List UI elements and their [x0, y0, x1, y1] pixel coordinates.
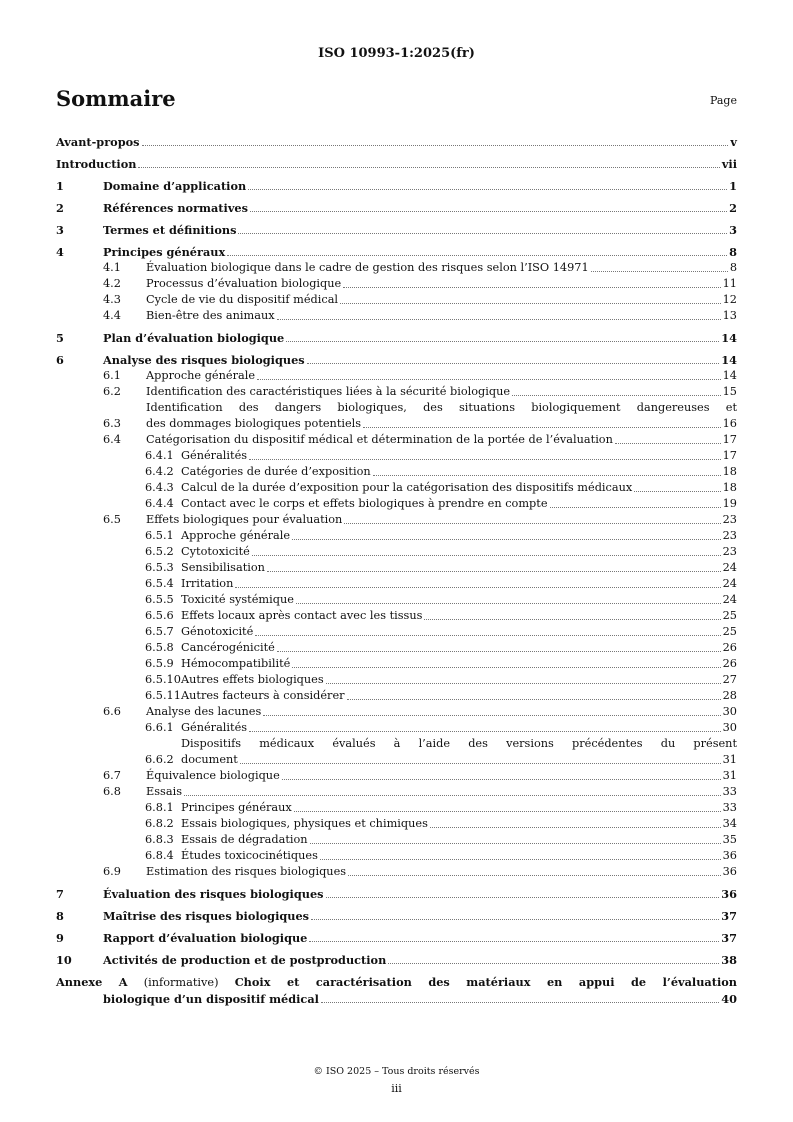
- toc-title-row: [56, 86, 737, 116]
- toc-entry-text: Contact avec le corps et effets biologiques à prendre en compte: [181, 497, 548, 510]
- toc-entry-text: Irritation: [181, 577, 234, 590]
- toc-entry-front[interactable]: [56, 156, 737, 172]
- dot-leader: [615, 443, 721, 444]
- dot-leader: [240, 763, 721, 764]
- toc-entry-text: Analyse des risques biologiques: [103, 353, 305, 367]
- dot-leader: [363, 427, 721, 428]
- toc-entry-text: Principes généraux: [103, 245, 226, 259]
- toc-entry-page: 25: [722, 609, 737, 622]
- dot-leader: [282, 779, 721, 780]
- toc-entry-text: Cancérogénicité: [181, 641, 275, 654]
- toc-entry-6-8-1[interactable]: [56, 800, 737, 816]
- toc-entry-number: 6.8.4: [145, 849, 174, 862]
- dot-leader: [184, 795, 721, 796]
- toc-entry-6-4-2[interactable]: [56, 464, 737, 480]
- toc-entry-number: 6.8.2: [145, 817, 174, 830]
- dot-leader: [267, 571, 721, 572]
- toc-entry-text: Principes généraux: [181, 801, 292, 814]
- toc-entry-number: 6.5.8: [145, 641, 174, 654]
- annex-label: Annexe A: [56, 975, 128, 989]
- toc-entry-number: 4.3: [103, 293, 121, 306]
- dot-leader: [296, 603, 721, 604]
- toc-entry-number: 6.2: [103, 385, 121, 398]
- toc-entry-text-line2: document: [181, 753, 238, 766]
- toc-entry-number: 6.5.4: [145, 577, 174, 590]
- toc-entry-page: 37: [721, 909, 737, 923]
- toc-entry-text: Domaine d’application: [103, 179, 247, 193]
- toc-entry-number: 6: [56, 353, 64, 367]
- toc-entry-4[interactable]: [56, 244, 737, 260]
- toc-entry-text: Cycle de vie du dispositif médical: [146, 293, 339, 306]
- dot-leader: [138, 167, 719, 168]
- dot-leader: [250, 211, 727, 212]
- toc-entry-page: 14: [721, 331, 737, 345]
- toc-entry-page: 17: [722, 433, 737, 446]
- dot-leader: [550, 507, 721, 508]
- toc-entry-number: 6.8: [103, 785, 121, 798]
- toc-entry-text: Sensibilisation: [181, 561, 265, 574]
- dot-leader: [292, 539, 721, 540]
- toc-entry-page: v: [730, 135, 737, 149]
- toc-entry-8[interactable]: [56, 908, 737, 924]
- toc-entry-page: 26: [722, 641, 737, 654]
- toc-entry-10[interactable]: [56, 952, 737, 968]
- toc-entry-number: 6.9: [103, 865, 121, 878]
- toc-entry-number: 7: [56, 887, 64, 901]
- dot-leader: [227, 255, 727, 256]
- toc-entry-number: 6.5.11: [145, 689, 181, 702]
- dot-leader: [248, 189, 727, 190]
- toc-entry-6-3[interactable]: [56, 400, 737, 432]
- dot-leader: [277, 651, 721, 652]
- dot-leader: [309, 941, 719, 942]
- toc-entry-text: Catégorisation du dispositif médical et détermination de la portée de l’évaluation: [146, 433, 613, 446]
- toc-entry-page: 2: [729, 201, 737, 215]
- toc-entry-number: 6.3: [103, 417, 121, 430]
- toc-entry-page: 23: [722, 545, 737, 558]
- toc-entry-page: 11: [722, 277, 737, 290]
- toc-entry-number: 6.6: [103, 705, 121, 718]
- toc-entry-text: Processus d’évaluation biologique: [146, 277, 342, 290]
- toc-entry-number: 6.7: [103, 769, 121, 782]
- toc-entry-number: 6.4: [103, 433, 121, 446]
- dot-leader: [320, 859, 721, 860]
- toc-entry-6-9[interactable]: [56, 864, 737, 880]
- toc-entry-page: 31: [722, 753, 737, 766]
- toc-entry-6-4[interactable]: [56, 432, 737, 448]
- page-title: Sommaire: [56, 86, 176, 111]
- dot-leader: [249, 731, 721, 732]
- toc-entry-number: 4.1: [103, 261, 121, 274]
- toc-entry-page: 34: [722, 817, 737, 830]
- dot-leader: [286, 341, 719, 342]
- toc-entry-page: 37: [721, 931, 737, 945]
- toc-entry-6-5-4[interactable]: [56, 576, 737, 592]
- toc-entry-6-6[interactable]: [56, 704, 737, 720]
- toc-entry-number: 10: [56, 953, 72, 967]
- toc-entry-4-2[interactable]: [56, 276, 737, 292]
- toc-entry-number: 5: [56, 331, 64, 345]
- toc-entry-page: 35: [722, 833, 737, 846]
- toc-entry-number: 6.5.5: [145, 593, 174, 606]
- toc-entry-6-5-1[interactable]: [56, 528, 737, 544]
- dot-leader: [347, 699, 721, 700]
- toc-entry-2[interactable]: [56, 200, 737, 216]
- toc-entry-text: Hémocompatibilité: [181, 657, 291, 670]
- toc-entry-page: 24: [722, 577, 737, 590]
- toc-entry-4-4[interactable]: [56, 308, 737, 324]
- toc-entry-number: 2: [56, 201, 64, 215]
- dot-leader: [430, 827, 721, 828]
- toc-entry-3[interactable]: [56, 222, 737, 238]
- toc-entry-number: 6.5: [103, 513, 121, 526]
- toc-entry-text: Essais de dégradation: [181, 833, 308, 846]
- toc-entry-6-8-3[interactable]: [56, 832, 737, 848]
- toc-entry-page: 36: [722, 849, 737, 862]
- toc-entry-number: 4.4: [103, 309, 121, 322]
- dot-leader: [235, 587, 720, 588]
- dot-leader: [249, 459, 721, 460]
- toc-entry-6-4-3[interactable]: [56, 480, 737, 496]
- toc-entry-page: 23: [722, 529, 737, 542]
- annex-type: (informative): [143, 976, 219, 989]
- dot-leader: [326, 683, 721, 684]
- dot-leader: [512, 395, 721, 396]
- dot-leader: [311, 919, 719, 920]
- toc-entry-text: Études toxicocinétiques: [181, 849, 318, 862]
- toc-entry-page: 24: [722, 561, 737, 574]
- toc-entry-front[interactable]: [56, 134, 737, 150]
- toc-entry-number: 6.1: [103, 369, 121, 382]
- dot-leader: [277, 319, 721, 320]
- toc-entry-1[interactable]: [56, 178, 737, 194]
- dot-leader: [326, 897, 720, 898]
- toc-entry-text: Avant-propos: [56, 135, 140, 149]
- toc-entry-6-7[interactable]: [56, 768, 737, 784]
- toc-entry-6-2[interactable]: [56, 384, 737, 400]
- toc-entry-number: 6.4.4: [145, 497, 174, 510]
- toc-entry-page: 36: [722, 865, 737, 878]
- toc-entry-text: Essais: [146, 785, 182, 798]
- toc-entry-page: 24: [722, 593, 737, 606]
- toc-entry-number: 8: [56, 909, 64, 923]
- toc-entry-page: 33: [722, 801, 737, 814]
- dot-leader: [310, 843, 721, 844]
- toc-entry-text-line2: des dommages biologiques potentiels: [146, 417, 362, 430]
- toc-entry-number: 6.5.10: [145, 673, 181, 686]
- toc-entry-5[interactable]: [56, 330, 737, 346]
- toc-entry-page: 19: [722, 497, 737, 510]
- toc-entry-annex-a[interactable]: [56, 974, 737, 1007]
- toc-entry-text: Maîtrise des risques biologiques: [103, 909, 310, 923]
- toc-entry-text: Généralités: [181, 721, 248, 734]
- toc-entry-text: Effets locaux après contact avec les tissus: [181, 609, 423, 622]
- dot-leader: [424, 619, 720, 620]
- dot-leader: [292, 667, 720, 668]
- toc-entry-4-3[interactable]: [56, 292, 737, 308]
- toc-entry-9[interactable]: [56, 930, 737, 946]
- toc-entry-text: Autres facteurs à considérer: [181, 689, 345, 702]
- toc-entry-number: 6.8.3: [145, 833, 174, 846]
- toc-entry-text: Estimation des risques biologiques: [146, 865, 347, 878]
- toc-entry-page: 13: [722, 309, 737, 322]
- toc-entry-page: 30: [722, 721, 737, 734]
- toc-entry-6-6-1[interactable]: [56, 720, 737, 736]
- toc-entry-number: 6.5.1: [145, 529, 174, 542]
- dot-leader: [238, 233, 727, 234]
- toc-entry-number: 6.5.2: [145, 545, 174, 558]
- toc-entry-text: Rapport d’évaluation biologique: [103, 931, 308, 945]
- dot-leader: [257, 379, 721, 380]
- toc-entry-number: 3: [56, 223, 64, 237]
- toc-entry-number: 6.5.9: [145, 657, 174, 670]
- toc-entry-number: 6.6.1: [145, 721, 174, 734]
- toc-entry-page: 1: [729, 179, 737, 193]
- toc-entry-text-line1: Dispositifs médicaux évalués à l’aide des versions précédentes du présent: [181, 737, 737, 750]
- toc-entry-page: vii: [721, 157, 737, 171]
- toc-entry-text: Plan d’évaluation biologique: [103, 331, 285, 345]
- toc-entry-text: Généralités: [181, 449, 248, 462]
- dot-leader: [340, 303, 721, 304]
- toc-entry-4-1[interactable]: [56, 260, 737, 276]
- toc-entry-number: 6.4.1: [145, 449, 174, 462]
- toc-entry-page: 33: [722, 785, 737, 798]
- toc-entry-text: Approche générale: [181, 529, 291, 542]
- toc-entry-page: 28: [722, 689, 737, 702]
- annex-title-line1: Choix et caractérisation des matériaux en appui de l’évaluation: [234, 975, 737, 989]
- toc-entry-page: 14: [722, 369, 737, 382]
- toc-entry-page: 12: [722, 293, 737, 306]
- page-column-label: Page: [709, 94, 737, 107]
- toc-entry-page: 8: [729, 261, 737, 274]
- toc-entry-6-5-6[interactable]: [56, 608, 737, 624]
- toc-entry-text: Analyse des lacunes: [146, 705, 262, 718]
- toc-entry-6-5-9[interactable]: [56, 656, 737, 672]
- toc-entry-text: Génotoxicité: [181, 625, 254, 638]
- toc-entry-6-8[interactable]: [56, 784, 737, 800]
- table-of-contents: [56, 128, 737, 1007]
- toc-entry-text: Bien-être des animaux: [146, 309, 275, 322]
- toc-entry-6-5-7[interactable]: [56, 624, 737, 640]
- toc-entry-6-5-11[interactable]: [56, 688, 737, 704]
- toc-entry-number: 6.4.2: [145, 465, 174, 478]
- toc-entry-text: Évaluation biologique dans le cadre de gestion des risques selon l’ISO 14971: [146, 261, 589, 274]
- toc-entry-page: 38: [721, 953, 737, 967]
- toc-entry-text: Activités de production et de postproduction: [103, 953, 387, 967]
- dot-leader: [348, 875, 721, 876]
- page-number: iii: [391, 1082, 402, 1095]
- toc-entry-page: 30: [722, 705, 737, 718]
- toc-entry-text: Effets biologiques pour évaluation: [146, 513, 343, 526]
- toc-entry-6-5[interactable]: [56, 512, 737, 528]
- toc-entry-text-line1: Identification des dangers biologiques, des situations biologiquement dangereuses et: [146, 401, 737, 414]
- dot-leader: [142, 145, 729, 146]
- toc-entry-text: Introduction: [56, 157, 137, 171]
- toc-entry-6-5-8[interactable]: [56, 640, 737, 656]
- dot-leader: [343, 287, 720, 288]
- annex-title-line2: biologique d’un dispositif médical: [103, 992, 319, 1006]
- toc-entry-page: 3: [729, 223, 737, 237]
- toc-entry-number: 9: [56, 931, 64, 945]
- dot-leader: [307, 363, 720, 364]
- toc-entry-text: Évaluation des risques biologiques: [103, 887, 324, 901]
- dot-leader: [252, 555, 721, 556]
- toc-entry-page: 18: [722, 465, 737, 478]
- toc-entry-page: 16: [722, 417, 737, 430]
- toc-entry-number: 6.5.6: [145, 609, 174, 622]
- toc-entry-text: Termes et définitions: [103, 223, 237, 237]
- toc-entry-number: 1: [56, 179, 64, 193]
- toc-entry-page: 23: [722, 513, 737, 526]
- dot-leader: [321, 1002, 719, 1003]
- toc-entry-6-1[interactable]: [56, 368, 737, 384]
- copyright-footer: © ISO 2025 – Tous droits réservés: [313, 1066, 480, 1077]
- toc-entry-number: 6.6.2: [145, 753, 174, 766]
- toc-entry-7[interactable]: [56, 886, 737, 902]
- toc-entry-number: 6.8.1: [145, 801, 174, 814]
- toc-entry-number: 4.2: [103, 277, 121, 290]
- document-header: ISO 10993-1:2025(fr): [318, 46, 475, 61]
- toc-entry-page: 18: [722, 481, 737, 494]
- dot-leader: [373, 475, 721, 476]
- annex-page: 40: [721, 992, 737, 1006]
- toc-entry-text: Calcul de la durée d’exposition pour la catégorisation des dispositifs médicaux: [181, 481, 633, 494]
- toc-entry-page: 26: [722, 657, 737, 670]
- toc-entry-page: 15: [722, 385, 737, 398]
- dot-leader: [591, 271, 728, 272]
- toc-entry-page: 8: [729, 245, 737, 259]
- toc-entry-page: 27: [722, 673, 737, 686]
- toc-entry-text: Approche générale: [146, 369, 256, 382]
- toc-entry-page: 17: [722, 449, 737, 462]
- dot-leader: [388, 963, 719, 964]
- toc-entry-6-5-5[interactable]: [56, 592, 737, 608]
- toc-entry-6-6-2[interactable]: [56, 736, 737, 768]
- dot-leader: [263, 715, 720, 716]
- toc-entry-text: Toxicité systémique: [181, 593, 294, 606]
- toc-entry-6-5-2[interactable]: [56, 544, 737, 560]
- toc-entry-text: Catégories de durée d’exposition: [181, 465, 371, 478]
- toc-entry-number: 4: [56, 245, 64, 259]
- toc-entry-text: Équivalence biologique: [146, 769, 280, 782]
- toc-entry-page: 31: [722, 769, 737, 782]
- dot-leader: [634, 491, 720, 492]
- toc-entry-text: Cytotoxicité: [181, 545, 250, 558]
- toc-entry-text: Essais biologiques, physiques et chimiques: [181, 817, 428, 830]
- toc-entry-6-5-10[interactable]: [56, 672, 737, 688]
- toc-entry-6-8-2[interactable]: [56, 816, 737, 832]
- dot-leader: [344, 523, 720, 524]
- toc-entry-number: 6.5.3: [145, 561, 174, 574]
- toc-entry-page: 25: [722, 625, 737, 638]
- dot-leader: [294, 811, 721, 812]
- dot-leader: [255, 635, 720, 636]
- toc-entry-text: Identification des caractéristiques liées à la sécurité biologique: [146, 385, 511, 398]
- toc-entry-text: Références normatives: [103, 201, 248, 215]
- toc-entry-6-4-1[interactable]: [56, 448, 737, 464]
- toc-entry-number: 6.5.7: [145, 625, 174, 638]
- toc-entry-6-8-4[interactable]: [56, 848, 737, 864]
- toc-entry-number: 6.4.3: [145, 481, 174, 494]
- toc-entry-text: Autres effets biologiques: [181, 673, 324, 686]
- toc-entry-page: 14: [721, 353, 737, 367]
- toc-entry-6[interactable]: [56, 352, 737, 368]
- toc-entry-page: 36: [721, 887, 737, 901]
- toc-entry-6-4-4[interactable]: [56, 496, 737, 512]
- toc-entry-6-5-3[interactable]: [56, 560, 737, 576]
